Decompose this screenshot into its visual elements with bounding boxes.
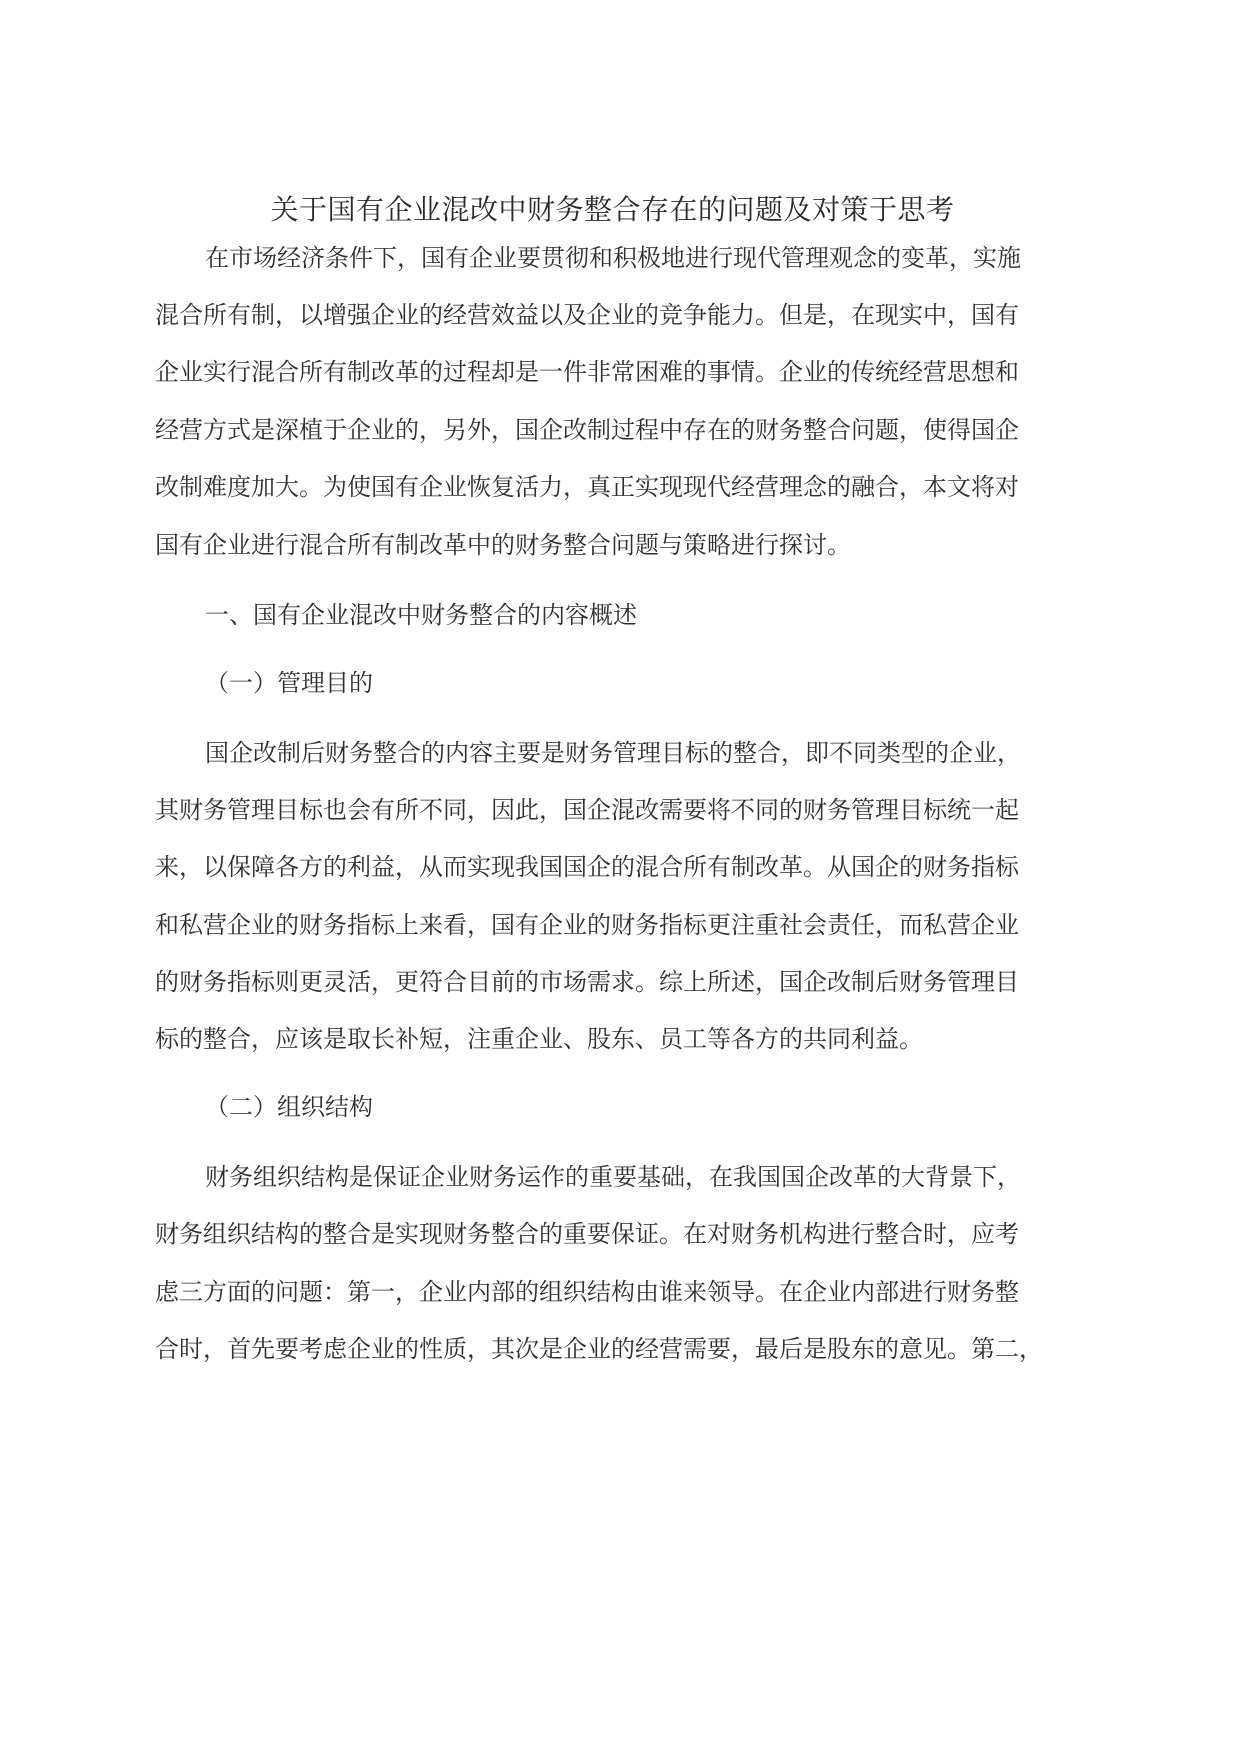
paragraph-line: 财务组织结构的整合是实现财务整合的重要保证。在对财务机构进行整合时，应考 — [155, 1220, 1019, 1248]
subsection-heading: （二）组织结构 — [205, 1093, 373, 1121]
paragraph-line: 虑三方面的问题：第一，企业内部的组织结构由谁来领导。在企业内部进行财务整 — [155, 1278, 1019, 1306]
paragraph-line: 在市场经济条件下，国有企业要贯彻和积极地进行现代管理观念的变革，实施 — [205, 244, 1021, 272]
paragraph-line: 合时，首先要考虑企业的性质，其次是企业的经营需要，最后是股东的意见。第二， — [155, 1335, 1043, 1363]
paragraph-line: 的财务指标则更灵活，更符合目前的市场需求。综上所述，国企改制后财务管理目 — [155, 968, 1019, 996]
paragraph-line: 经营方式是深植于企业的，另外，国企改制过程中存在的财务整合问题，使得国企 — [155, 416, 1019, 444]
paragraph-line: 其财务管理目标也会有所不同，因此，国企混改需要将不同的财务管理目标统一起 — [155, 796, 1019, 824]
paragraph-line: 财务组织结构是保证企业财务运作的重要基础，在我国国企改革的大背景下， — [205, 1163, 1021, 1191]
paragraph-line: 企业实行混合所有制改革的过程却是一件非常困难的事情。企业的传统经营思想和 — [155, 358, 1019, 386]
section-heading: 一、国有企业混改中财务整合的内容概述 — [205, 601, 637, 629]
paragraph-line: 标的整合，应该是取长补短，注重企业、股东、员工等各方的共同利益。 — [155, 1025, 923, 1053]
subsection-heading: （一）管理目的 — [205, 669, 373, 697]
paragraph-line: 改制难度加大。为使国有企业恢复活力，真正实现现代经营理念的融合，本文将对 — [155, 473, 1019, 501]
paragraph-line: 国企改制后财务整合的内容主要是财务管理目标的整合，即不同类型的企业， — [205, 739, 1021, 767]
paragraph-line: 混合所有制，以增强企业的经营效益以及企业的竞争能力。但是，在现实中，国有 — [155, 301, 1019, 329]
document-title: 关于国有企业混改中财务整合存在的问题及对策于思考 — [270, 193, 955, 226]
paragraph-line: 来，以保障各方的利益，从而实现我国国企的混合所有制改革。从国企的财务指标 — [155, 853, 1019, 881]
paragraph-line: 国有企业进行混合所有制改革中的财务整合问题与策略进行探讨。 — [155, 531, 851, 559]
paragraph-line: 和私营企业的财务指标上来看，国有企业的财务指标更注重社会责任，而私营企业 — [155, 911, 1019, 939]
